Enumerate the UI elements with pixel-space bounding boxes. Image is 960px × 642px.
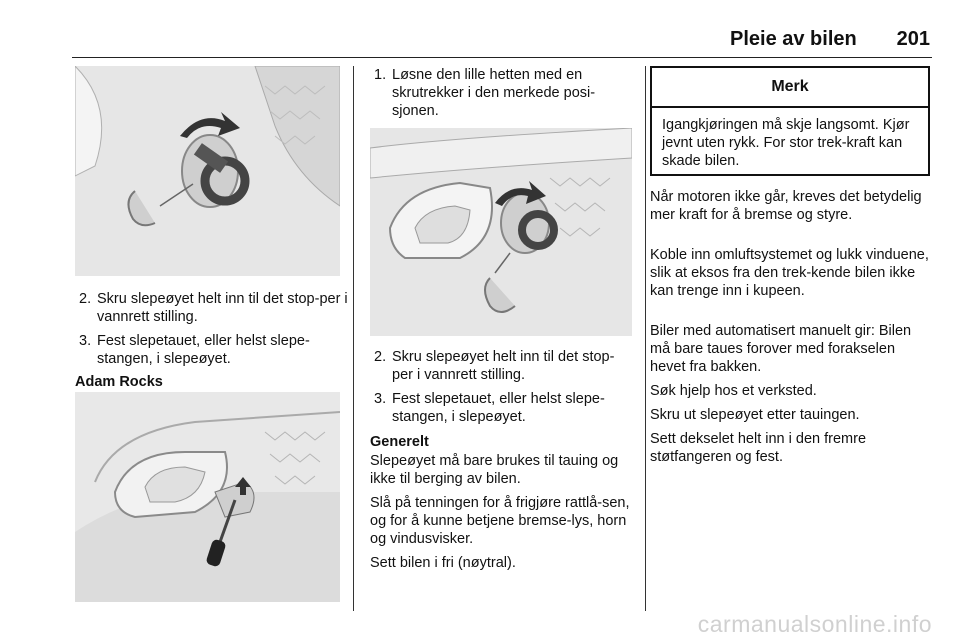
cap-removal-figure (370, 128, 632, 336)
col3-paragraph-6: Sett dekselet helt inn i den fremre støtfangeren og fest. (650, 431, 867, 465)
col2-step-list (370, 348, 635, 432)
col3-paragraph-1: Når motoren ikke går, kreves det betydelig mer kraft for å bremse og styre. (650, 189, 922, 223)
col2-paragraph-2: Slå på tenningen for å frigjøre rattlå-sen, og for å kunne betjene bremse-lys, horn og vindusvisker. (370, 495, 630, 547)
page-header (730, 28, 930, 52)
page-number: 201 (896, 28, 930, 50)
tow-eye-figure (75, 66, 340, 276)
col1-step-3: 3. Fest slepetauet, eller helst slepe-stangen, i slepeøyet. (79, 333, 310, 367)
tow-eye-illustration (75, 66, 340, 276)
col2-step1-list (370, 66, 635, 126)
col2-step-3: 3. Fest slepetauet, eller helst slepe-stangen, i slepeøyet. (374, 391, 605, 425)
cap-removal-illustration (370, 128, 632, 336)
adam-rocks-figure (75, 392, 340, 602)
col1-step-list (75, 290, 350, 374)
note-box (650, 66, 930, 176)
adam-rocks-heading: Adam Rocks (75, 374, 163, 390)
column-divider-1 (353, 66, 354, 611)
watermark: carmanualsonline.info (697, 611, 932, 637)
col2-step-1: 1. Løsne den lille hetten med en skrutrekker i den merkede posi-sjonen. (374, 67, 596, 119)
page-title: Pleie av bilen (730, 28, 857, 50)
generelt-heading: Generelt (370, 434, 429, 450)
column-divider-2 (645, 66, 646, 611)
note-body: Igangkjøringen må skje langsomt. Kjør jevnt uten rykk. For stor trek-kraft kan skade bilen. (662, 117, 910, 169)
note-heading: Merk (771, 78, 809, 95)
col2-paragraph-3: Sett bilen i fri (nøytral). (370, 555, 516, 571)
col2-paragraph-1: Slepeøyet må bare brukes til tauing og ikke til berging av bilen. (370, 453, 619, 487)
col3-paragraph-4: Søk hjelp hos et verksted. (650, 383, 817, 399)
col3-paragraph-5: Skru ut slepeøyet etter tauingen. (650, 407, 860, 423)
header-rule (72, 57, 932, 58)
col2-step-2: 2. Skru slepeøyet helt inn til det stop-per i vannrett stilling. (374, 349, 615, 383)
col3-paragraph-3: Biler med automatisert manuelt gir: Bilen må bare taues forover med forakselen hevet fra bakken. (650, 323, 912, 375)
col1-step-2: 2. Skru slepeøyet helt inn til det stop-per i vannrett stilling. (79, 291, 348, 325)
adam-rocks-illustration (75, 392, 340, 602)
col3-paragraph-2: Koble inn omluftsystemet og lukk vinduene, slik at eksos fra den trek-kende bilen ikke kan trenge inn i kupeen. (650, 247, 929, 299)
